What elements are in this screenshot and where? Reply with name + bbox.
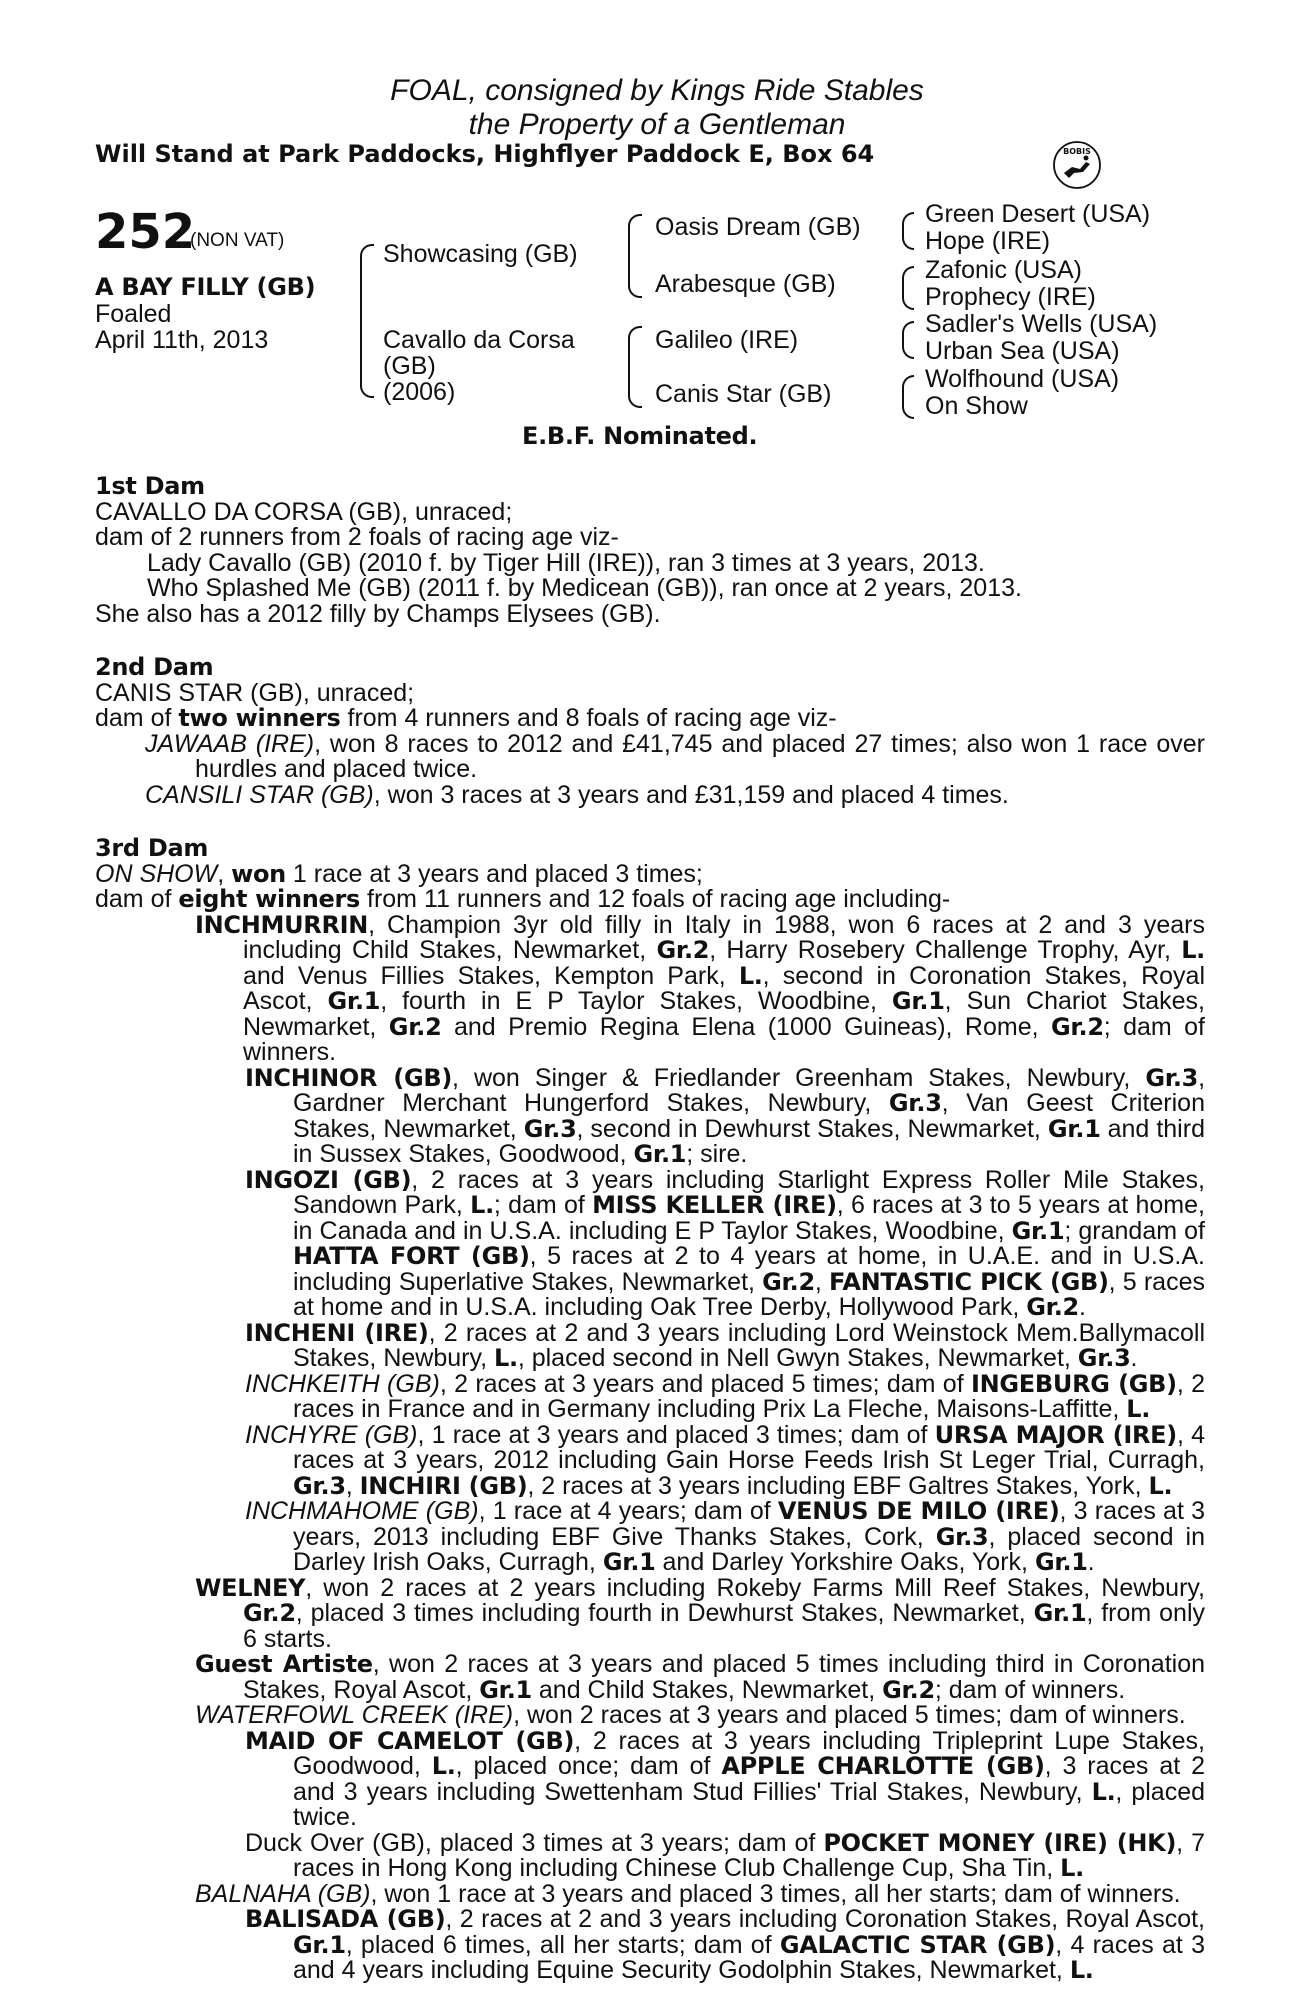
pedigree-ssd: Hope (IRE) <box>925 227 1051 255</box>
progeny-incheni: INCHENI (IRE), 2 races at 2 and 3 years including Lord Weinstock Mem.Ballymacoll Stakes, Newbury, L., placed second in Nell Gwyn Stakes, Newmarket, Gr.3. <box>245 1318 1206 1372</box>
progeny-maid-of-camelot: MAID OF CAMELOT (GB), 2 races at 3 years including Tripleprint Lupe Stakes, Goodwood, L., placed once; dam of APPLE CHARLOTTE (GB), 3 races at 2 and 3 years including Swettenham Stud Fillies' Trial Stakes, Newbury, L., placed twice. <box>245 1726 1206 1831</box>
header-consignor: FOAL, consigned by Kings Ride Stables <box>390 74 924 107</box>
progeny-inchinor: INCHINOR (GB), won Singer & Friedlander Greenham Stakes, Newbury, Gr.3, Gardner Merchant Hungerford Stakes, Newbury, Gr.3, Van Geest Criterion Stakes, Newmarket, Gr.3, second in Dewhurst Stakes, Newmarket, Gr.1 and third in Sussex Stakes, Goodwood, Gr.1; sire. <box>245 1063 1206 1168</box>
second-dam-line: dam of two winners from 4 runners and 8 foals of racing age viz- <box>95 704 837 732</box>
progeny-guest-artiste: Guest Artiste, won 2 races at 3 years and placed 5 times including third in Coronation Stakes, Royal Ascot, Gr.1 and Child Stakes, Newmarket, Gr.2; dam of winners. <box>195 1650 1206 1704</box>
pedigree-dam-line2: (GB) <box>383 352 436 380</box>
second-dam-progeny: CANSILI STAR (GB), won 3 races at 3 years and £31,159 and placed 4 times. <box>145 780 1009 809</box>
header-location: Will Stand at Park Paddocks, Highflyer Paddock E, Box 64 <box>95 140 875 168</box>
second-dam-line: CANIS STAR (GB), unraced; <box>95 678 415 707</box>
progeny-welney: WELNEY, won 2 races at 2 years including Rokeby Farms Mill Reef Stakes, Newbury, Gr.2, placed 3 times including fourth in Dewhurst Stakes, Newmarket, Gr.1, from only 6 starts. <box>195 1573 1205 1653</box>
pedigree-sds: Zafonic (USA) <box>925 256 1082 284</box>
pedigree-dam-line1: Cavallo da Corsa <box>383 326 575 354</box>
lot-number: 252 <box>95 204 196 260</box>
first-dam-heading: 1st Dam <box>95 472 205 500</box>
second-dam-heading: 2nd Dam <box>95 653 214 681</box>
progeny-inchmurrin: INCHMURRIN, Champion 3yr old filly in Italy in 1988, won 6 races at 2 and 3 years including Child Stakes, Newmarket, Gr.2, Harry Rosebery Challenge Trophy, Ayr, L. and Venus Fillies Stakes, Kempton Park, L., second in Coronation Stakes, Royal Ascot, Gr.1, fourth in E P Taylor Stakes, Woodbine, Gr.1, Sun Chariot Stakes, Newmarket, Gr.2 and Premio Regina Elena (1000 Guineas), Rome, Gr.2; dam of winners. <box>195 910 1206 1066</box>
first-dam-line: CAVALLO DA CORSA (GB), unraced; <box>95 497 513 526</box>
pedigree-dss: Sadler's Wells (USA) <box>925 310 1158 338</box>
lot-name: A BAY FILLY (GB) <box>95 273 316 301</box>
progeny-ingozi: INGOZI (GB), 2 races at 3 years including Starlight Express Roller Mile Stakes, Sandown Park, L.; dam of MISS KELLER (IRE), 6 races at 3 to 5 years at home, in Canada and in U.S.A. including E P Taylor Stakes, Woodbine, Gr.1; grandam of HATTA FORT (GB), 5 races at 2 to 4 years at home, in U.A.E. and in U.S.A. including Superlative Stakes, Newmarket, Gr.2, FANTASTIC PICK (GB), 5 races at home and in U.S.A. including Oak Tree Derby, Hollywood Park, Gr.2. <box>245 1165 1206 1321</box>
first-dam-line: She also has a 2012 filly by Champs Elysees (GB). <box>95 599 661 628</box>
pedigree-dam-dam: Canis Star (GB) <box>655 380 832 408</box>
pedigree-sire-dam: Arabesque (GB) <box>655 270 836 298</box>
pedigree-bracket-main <box>360 244 374 398</box>
pedigree-bracket-ss <box>902 212 914 250</box>
third-dam-line: dam of eight winners from 11 runners and 12 foals of racing age including- <box>95 885 951 913</box>
header-property: the Property of a Gentleman <box>468 108 846 141</box>
third-dam-line: ON SHOW, won 1 race at 3 years and placed 3 times; <box>95 859 703 888</box>
progeny-balnaha: BALNAHA (GB), won 1 race at 3 years and placed 3 times, all her starts; dam of winners. <box>195 1879 1181 1908</box>
pedigree-bracket-dam <box>628 326 642 408</box>
bobis-logo <box>1052 140 1102 190</box>
first-dam-runner: Lady Cavallo (GB) (2010 f. by Tiger Hill (IRE)), ran 3 times at 3 years, 2013. <box>147 548 985 577</box>
first-dam-runner: Who Splashed Me (GB) (2011 f. by Medicean (GB)), ran once at 2 years, 2013. <box>147 574 1022 602</box>
pedigree-bracket-sd <box>902 266 914 310</box>
ebf-nominated: E.B.F. Nominated. <box>522 422 758 450</box>
pedigree-sire: Showcasing (GB) <box>383 240 578 268</box>
first-dam-line: dam of 2 runners from 2 foals of racing age viz- <box>95 523 619 551</box>
pedigree-ddd: On Show <box>925 392 1028 420</box>
pedigree-sire-sire: Oasis Dream (GB) <box>655 213 861 241</box>
foaled-date: April 11th, 2013 <box>95 326 269 354</box>
progeny-balisada: BALISADA (GB), 2 races at 2 and 3 years including Coronation Stakes, Royal Ascot, Gr.1, placed 6 times, all her starts; dam of GALACTIC STAR (GB), 4 races at 3 and 4 years including Equine Security Godolphin Stakes, Newmarket, L. <box>245 1905 1205 1984</box>
foaled-label: Foaled <box>95 300 172 328</box>
pedigree-sdd: Prophecy (IRE) <box>925 283 1096 311</box>
pedigree-bracket-dd <box>902 375 914 419</box>
svg-text:BOBIS: BOBIS <box>1063 147 1091 156</box>
vat-status: (NON VAT) <box>190 230 285 251</box>
pedigree-bracket-sire <box>628 214 642 298</box>
pedigree-dds: Wolfhound (USA) <box>925 365 1120 393</box>
progeny-inchyre: INCHYRE (GB), 1 race at 3 years and placed 3 times; dam of URSA MAJOR (IRE), 4 races at 3 years, 2012 including Gain Horse Feeds Irish St Leger Trial, Curragh, Gr.3, INCHIRI (GB), 2 races at 3 years including EBF Galtres Stakes, York, L. <box>245 1420 1205 1500</box>
progeny-duck-over: Duck Over (GB), placed 3 times at 3 years; dam of POCKET MONEY (IRE) (HK), 7 races in Hong Kong including Chinese Club Challenge Cup, Sha Tin, L. <box>245 1828 1205 1882</box>
pedigree-bracket-ds <box>902 321 914 359</box>
progeny-inchmahome: INCHMAHOME (GB), 1 race at 4 years; dam of VENUS DE MILO (IRE), 3 races at 3 years, 2013 including EBF Give Thanks Stakes, Cork, Gr.3, placed second in Darley Irish Oaks, Curragh, Gr.1 and Darley Yorkshire Oaks, York, Gr.1. <box>245 1497 1205 1576</box>
pedigree-dam-line3: (2006) <box>383 378 456 406</box>
pedigree-sss: Green Desert (USA) <box>925 200 1151 228</box>
catalogue-body <box>95 474 1205 1984</box>
pedigree-dam-sire: Galileo (IRE) <box>655 326 799 354</box>
third-dam-heading: 3rd Dam <box>95 834 209 862</box>
pedigree-dsd: Urban Sea (USA) <box>925 337 1120 365</box>
second-dam-progeny: JAWAAB (IRE), won 8 races to 2012 and £41,745 and placed 27 times; also won 1 race over hurdles and placed twice. <box>145 729 1205 783</box>
progeny-waterfowl-creek: WATERFOWL CREEK (IRE), won 2 races at 3 years and placed 5 times; dam of winners. <box>195 1701 1186 1729</box>
progeny-inchkeith: INCHKEITH (GB), 2 races at 3 years and placed 5 times; dam of INGEBURG (GB), 2 races in France and in Germany including Prix La Fleche, Maisons-Laffitte, L. <box>245 1369 1205 1423</box>
